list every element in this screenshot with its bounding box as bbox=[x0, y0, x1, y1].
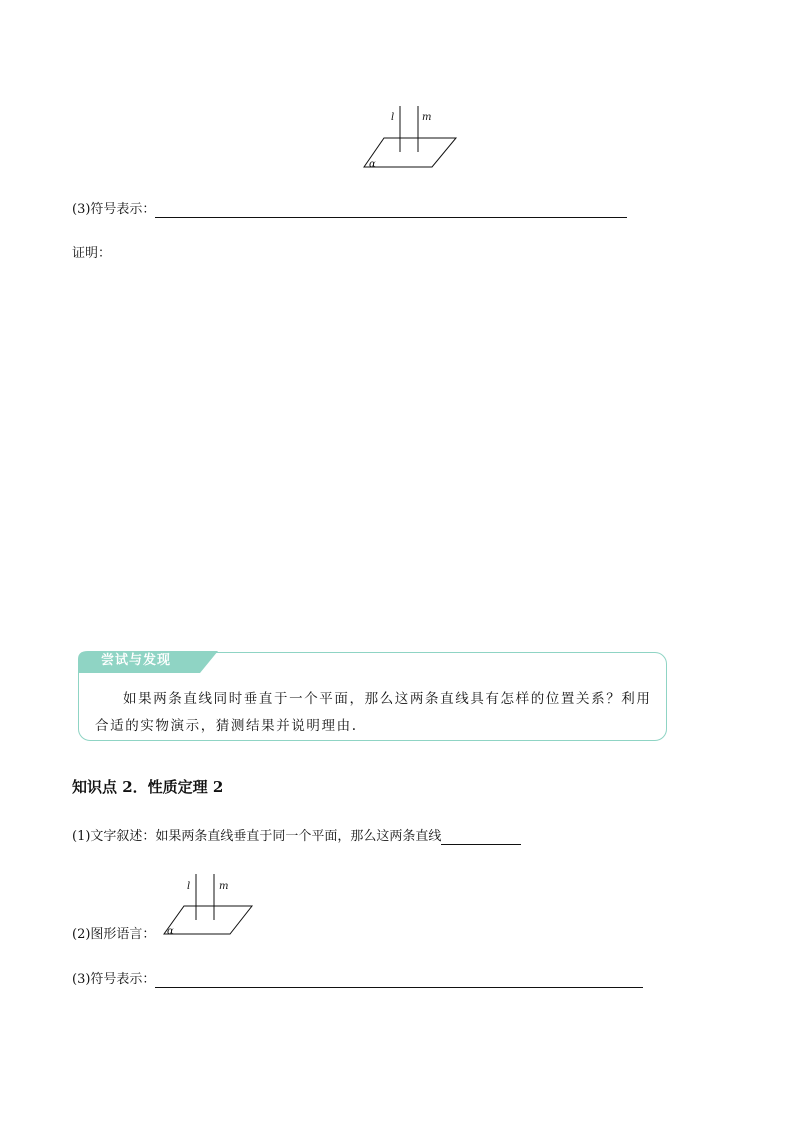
item3-row bbox=[72, 972, 643, 988]
try-and-discover-title: 尝试与发现 bbox=[101, 653, 172, 668]
line-label-m: m bbox=[219, 881, 229, 892]
plane-label-alpha: α bbox=[369, 159, 376, 170]
item3-answer-blank[interactable] bbox=[155, 974, 643, 988]
item2-label: (2)图形语言： bbox=[72, 927, 156, 942]
section-heading: 知识点 2．性质定理 2 bbox=[72, 778, 224, 796]
plane-label-alpha: α bbox=[167, 926, 174, 937]
line-label-l: l bbox=[187, 881, 191, 892]
item1-answer-blank[interactable] bbox=[441, 831, 521, 845]
symbol-answer-blank[interactable] bbox=[155, 204, 627, 218]
line-label-l: l bbox=[391, 112, 395, 123]
item1-label: (1)文字叙述：如果两条直线垂直于同一个平面，那么这两条直线 bbox=[72, 829, 442, 844]
item3-label: (3)符号表示： bbox=[72, 972, 156, 987]
line-label-m: m bbox=[422, 112, 432, 123]
item1-row bbox=[72, 829, 521, 845]
symbol-row-1 bbox=[72, 202, 627, 218]
plane-perpendicular-lines-figure-2 bbox=[160, 870, 256, 938]
proof-label: 证明： bbox=[72, 246, 112, 261]
try-and-discover-text: 如果两条直线同时垂直于一个平面，那么这两条直线具有怎样的位置关系？利用合适的实物演示，猜测结果并说明理由. bbox=[95, 691, 652, 734]
symbol-label: (3)符号表示： bbox=[72, 202, 156, 217]
